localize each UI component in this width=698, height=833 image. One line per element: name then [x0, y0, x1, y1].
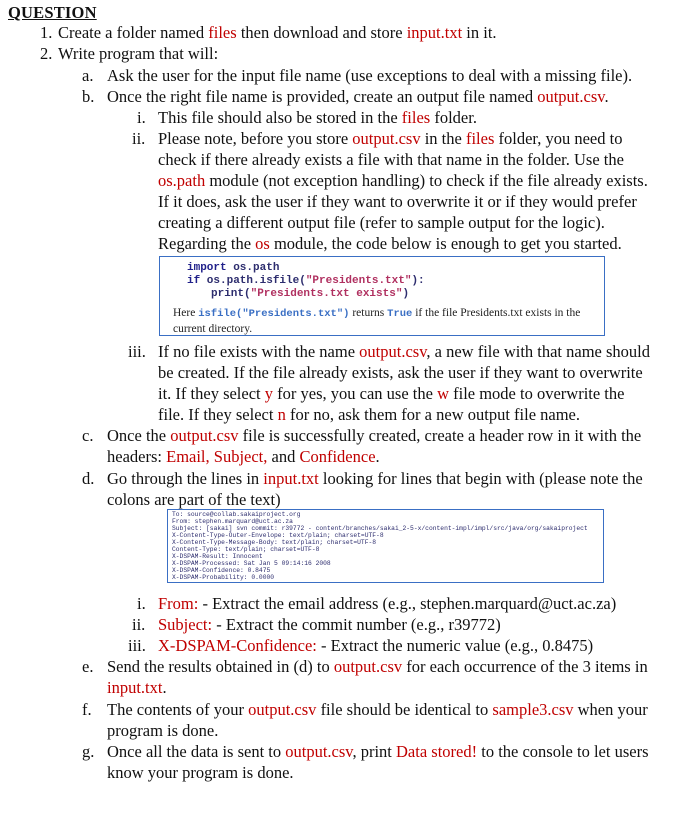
item-b-ii-line-6: Regarding the os module, the code below is enough to get you started.: [158, 234, 622, 253]
code-line-1: import os.path: [187, 262, 280, 274]
email-header-line: X-DSPAM-Confidence: 0.8475: [172, 567, 271, 574]
code-line-3: print("Presidents.txt exists"): [211, 288, 410, 300]
item-b-i-label: i.: [137, 108, 146, 127]
code-example-box: [159, 256, 605, 336]
email-header-line: X-DSPAM-Probability: 0.0000: [172, 574, 275, 581]
item-d-line-2: colons are part of the text): [107, 490, 281, 509]
item-g-label: g.: [82, 742, 95, 761]
item-a-text: Ask the user for the input file name (use exceptions to deal with a missing file).: [107, 66, 633, 85]
item-e-label: e.: [82, 657, 94, 676]
item-b-ii-line-1: Please note, before you store output.csv in the files folder, you need to: [158, 129, 623, 148]
code-line-2: if os.path.isfile("Presidents.txt"):: [187, 275, 425, 287]
item-b-ii-line-5: creating a different output file (refer to sample output for the logic).: [158, 213, 605, 232]
question-1-text: Create a folder named files then download and store input.txt in it.: [58, 23, 497, 42]
item-d-label: d.: [82, 469, 95, 488]
question-2-number: 2.: [40, 44, 53, 63]
email-header-line: Subject: [sakai] svn commit: r39772 - content/branches/sakai_2-5-x/content-impl/impl/src/java/org/sakaiproject: [172, 525, 588, 532]
item-a-label: a.: [82, 66, 94, 85]
item-b-iii-label: iii.: [128, 342, 146, 361]
item-f-line-2: program is done.: [107, 721, 219, 740]
question-2-text: Write program that will:: [58, 44, 219, 63]
email-header-line: X-DSPAM-Processed: Sat Jan 5 09:14:16 2008: [172, 560, 331, 567]
item-e-line-1: Send the results obtained in (d) to output.csv for each occurrence of the 3 items in: [107, 657, 648, 676]
item-b-iii-line-3: it. If they select y for yes, you can use the w file mode to overwrite the: [158, 384, 625, 403]
item-b-ii-label: ii.: [132, 129, 146, 148]
item-e-line-2: input.txt.: [107, 678, 167, 697]
item-b-iii-line-4: file. If they select n for no, ask them for a new output file name.: [158, 405, 580, 424]
item-d-i-text: From: - Extract the email address (e.g., stephen.marquard@uct.ac.za): [158, 594, 617, 613]
code-note: Here isfile("Presidents.txt") returns True if the file Presidents.txt exists in the current directory.: [173, 307, 581, 335]
email-header-line: Content-Type: text/plain; charset=UTF-8: [172, 546, 320, 553]
item-b-ii-line-4: If it does, ask the user if they want to overwrite it or if they would prefer: [158, 192, 637, 211]
item-g-line-2: know your program is done.: [107, 763, 294, 782]
email-header-line: To: source@collab.sakaiproject.org: [172, 511, 301, 518]
page-title: QUESTION: [8, 3, 97, 22]
item-d-ii-text: Subject: - Extract the commit number (e.g., r39772): [158, 615, 501, 634]
email-header-sample-box: [167, 509, 604, 583]
item-b-iii-line-2: be created. If the file already exists, ask the user if they want to overwrite: [158, 363, 643, 382]
item-c-label: c.: [82, 426, 94, 445]
item-d-iii-label: iii.: [128, 636, 146, 655]
item-d-ii-label: ii.: [132, 615, 146, 634]
item-b-ii-line-3: os.path module (not exception handling) to check if the file already exists.: [158, 171, 648, 190]
item-b-iii-line-1: If no file exists with the name output.csv, a new file with that name should: [158, 342, 651, 361]
item-f-label: f.: [82, 700, 92, 719]
item-f-line-1: The contents of your output.csv file should be identical to sample3.csv when your: [107, 700, 648, 719]
email-header-line: From: stephen.marquard@uct.ac.za: [172, 518, 293, 525]
email-header-line: X-DSPAM-Result: Innocent: [172, 553, 263, 560]
email-header-line: X-Content-Type-Message-Body: text/plain; charset=UTF-8: [172, 539, 377, 546]
item-c-line-2: headers: Email, Subject, and Confidence.: [107, 447, 380, 466]
filename-input-txt: input.txt: [406, 23, 463, 42]
item-g-line-1: Once all the data is sent to output.csv, print Data stored! to the console to let users: [107, 742, 649, 761]
email-header-line: X-Content-Type-Outer-Envelope: text/plain; charset=UTF-8: [172, 532, 384, 539]
item-b-text: Once the right file name is provided, create an output file named output.csv.: [107, 87, 609, 106]
item-b-ii-line-2: check if there already exists a file with that name in the folder. Use the: [158, 150, 624, 169]
folder-name-files: files: [208, 23, 237, 42]
item-d-iii-text: X-DSPAM-Confidence: - Extract the numeric value (e.g., 0.8475): [158, 636, 594, 655]
item-b-label: b.: [82, 87, 95, 106]
question-1-number: 1.: [40, 23, 53, 42]
item-b-i-text: This file should also be stored in the files folder.: [158, 108, 477, 127]
item-c-line-1: Once the output.csv file is successfully created, create a header row in it with the: [107, 426, 642, 445]
item-d-i-label: i.: [137, 594, 146, 613]
item-d-line-1: Go through the lines in input.txt looking for lines that begin with (please note the: [107, 469, 643, 488]
